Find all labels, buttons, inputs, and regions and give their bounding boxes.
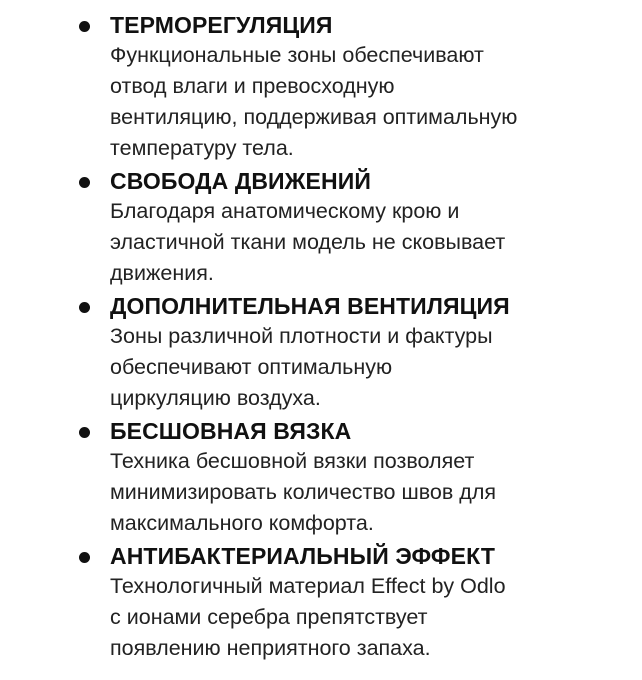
feature-description-line: эластичной ткани модель не сковывает xyxy=(110,230,506,254)
feature-description-line: обеспечивают оптимальную xyxy=(110,355,393,379)
feature-description xyxy=(110,196,615,289)
bullet-icon xyxy=(79,427,90,438)
feature-title: АНТИБАКТЕРИАЛЬНЫЙ ЭФФЕКТ xyxy=(110,543,495,569)
feature-item-thermoregulation xyxy=(0,10,642,164)
feature-description xyxy=(110,321,615,414)
feature-description xyxy=(110,571,615,664)
bullet-icon xyxy=(79,177,90,188)
feature-description-line: Благодаря анатомическому крою и xyxy=(110,199,460,223)
feature-description-line: движения. xyxy=(110,261,214,285)
feature-title: БЕСШОВНАЯ ВЯЗКА xyxy=(110,418,352,444)
feature-description-line: температуру тела. xyxy=(110,136,294,160)
feature-description xyxy=(110,446,615,539)
feature-description-line: максимального комфорта. xyxy=(110,511,374,535)
feature-item-freedom-of-movement xyxy=(0,166,642,289)
feature-description-line: отвод влаги и превосходную xyxy=(110,74,395,98)
feature-title: ДОПОЛНИТЕЛЬНАЯ ВЕНТИЛЯЦИЯ xyxy=(110,293,510,319)
feature-description-line: Техника бесшовной вязки позволяет xyxy=(110,449,475,473)
feature-description-line: Зоны различной плотности и фактуры xyxy=(110,324,493,348)
feature-description-line: с ионами серебра препятствует xyxy=(110,605,428,629)
bullet-icon xyxy=(79,21,90,32)
feature-description-line: минимизировать количество швов для xyxy=(110,480,497,504)
feature-description-line: появлению неприятного запаха. xyxy=(110,636,431,660)
feature-item-antibacterial xyxy=(0,541,642,664)
feature-item-extra-ventilation xyxy=(0,291,642,414)
feature-description-line: Технологичный материал Effect by Odlo xyxy=(110,574,506,598)
feature-title: ТЕРМОРЕГУЛЯЦИЯ xyxy=(110,12,333,38)
feature-description-line: Функциональные зоны обеспечивают xyxy=(110,43,484,67)
bullet-icon xyxy=(79,552,90,563)
feature-description xyxy=(110,40,615,164)
feature-title: СВОБОДА ДВИЖЕНИЙ xyxy=(110,168,371,194)
feature-item-seamless-knit xyxy=(0,416,642,539)
bullet-icon xyxy=(79,302,90,313)
feature-description-line: вентиляцию, поддерживая оптимальную xyxy=(110,105,518,129)
feature-description-line: циркуляцию воздуха. xyxy=(110,386,321,410)
